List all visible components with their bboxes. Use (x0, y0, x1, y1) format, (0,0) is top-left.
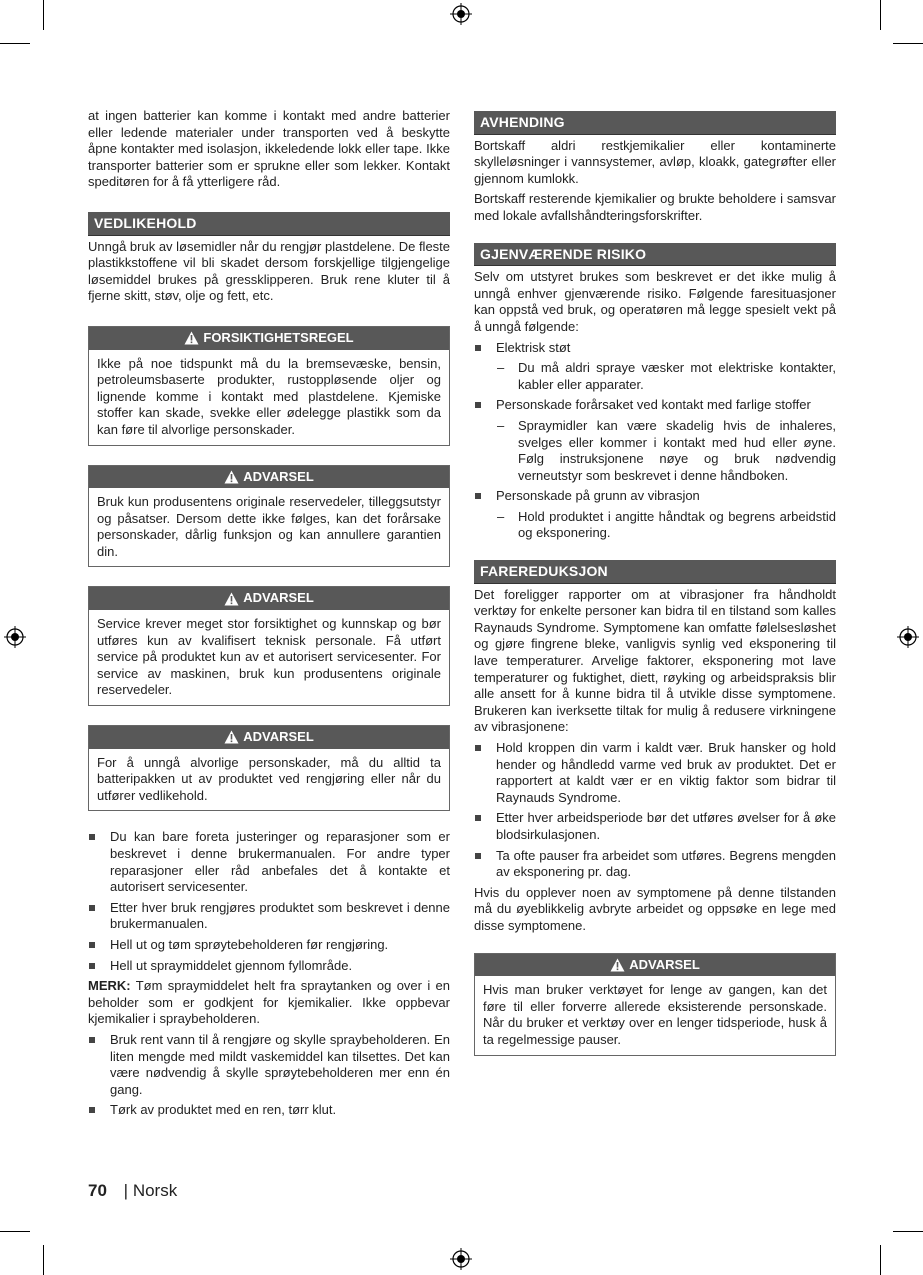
caution-text: Ikke på noe tidspunkt må du la bremsevæske, bensin, petroleumsbaserte produkter, rustoppløsende oljer og lignende komme i kontakt med plastdelene. Kjemiske stoffer kan skade, svekke eller ødelegge plastikk som da kan føre til alvorlige personskader. (97, 355, 441, 437)
registration-mark-icon (450, 1248, 472, 1270)
warning-header (475, 954, 835, 977)
warning-text: Service krever meget stor forsiktighet og kunnskap og bør utføres kun av kvalifisert teknisk personale. Få utført service på produktet kun av et autorisert servicesenter. For service av maskinen, bruk kun produsentens originale reservedeler. (97, 616, 441, 698)
registration-mark-icon (450, 3, 472, 25)
warning-header (89, 726, 449, 749)
risk-label: Personskade på grunn av vibrasjon (496, 488, 700, 504)
list-subitem: – Du må aldri spraye væsker mot elektriske kontakter, kabler eller apparater. (496, 360, 836, 393)
hazard-reduction-heading: FAREREDUKSJON (474, 560, 836, 584)
warning-header (89, 587, 449, 610)
page-footer (88, 1181, 177, 1201)
warning-text: For å unngå alvorlige personskader, må du alltid ta batteripakken ut av produktet ved rengjøring eller når du utfører vedlikehold. (97, 754, 441, 803)
closing-paragraph: Hvis du opplever noen av symptomene på denne tilstanden må du øyeblikkelig avbryte arbeidet og oppsøke en lege med disse symptomene. (474, 884, 836, 933)
list-item: Etter hver arbeidsperiode bør det utføres øvelser for å øke blodsirkulasjonen. (474, 810, 836, 843)
warning-title: ADVARSEL (243, 468, 314, 484)
list-item (474, 397, 836, 484)
list-item: Hell ut spraymiddelet gjennom fyllområde. (88, 958, 450, 975)
note-text: Tøm spraymiddelet helt fra spraytanken og over i en beholder som er godkjent for kjemikalier. Ikke oppbevar kjemikalier i spraybeholderen. (88, 978, 450, 1027)
reduction-list (474, 740, 836, 881)
warning-triangle-icon (610, 958, 625, 972)
intro-paragraph: at ingen batterier kan komme i kontakt med andre batterier eller ledende materialer under transporten ved å beskytte åpne kontakter med isolasjon, ikkeledende lokk eller tape. Ikke transporter batterier som er sprukne eller som lekker. Kontakt speditøren for å få ytterligere råd. (88, 108, 450, 190)
registration-mark-icon (4, 626, 26, 648)
right-column (474, 111, 836, 1056)
disposal-paragraph: Bortskaff aldri restkjemikalier eller kontaminerte skylleløsninger i vannsystemer, avløp, kloakk, gategrøfter eller gjennom kumlokk. (474, 137, 836, 186)
residual-risk-intro: Selv om utstyret brukes som beskrevet er det ikke mulig å unngå enhver gjenværende risiko. Følgende faresituasjoner kan oppstå ved bruk, og operatøren må legge spesielt vekt på å unngå følgende: (474, 269, 836, 334)
risk-label: Personskade forårsaket ved kontakt med farlige stoffer (496, 397, 811, 413)
footer-separator: | (123, 1181, 129, 1200)
warning-box (88, 465, 450, 568)
crop-mark (880, 1245, 881, 1275)
risk-label: Elektrisk støt (496, 339, 571, 355)
note-label: MERK: (88, 978, 131, 994)
warning-box (88, 725, 450, 811)
crop-mark (893, 1231, 923, 1232)
list-item: Hell ut og tøm sprøytebeholderen før rengjøring. (88, 937, 450, 954)
left-column (88, 108, 450, 1123)
warning-text: Hvis man bruker verktøyet for lenge av gangen, kan det føre til eller forverre allerede eksisterende personskade. Når du bruker et verktøy over en lenger tidsperiode, husk å ta regelmessige pauser. (483, 982, 827, 1047)
warning-triangle-icon (224, 470, 239, 484)
caution-title: FORSIKTIGHETSREGEL (203, 329, 354, 345)
warning-title: ADVARSEL (243, 729, 314, 745)
risk-sublist (496, 360, 836, 393)
list-item: Tørk av produktet med en ren, tørr klut. (88, 1102, 450, 1119)
warning-text: Bruk kun produsentens originale reservedeler, tilleggsutstyr og påsatser. Dersom dette ikke følges, kan det forårsake personskader, dårlig funksjon og kan annullere garantien din. (97, 494, 441, 559)
warning-box (88, 586, 450, 706)
list-item (474, 488, 836, 542)
warning-triangle-icon (184, 331, 199, 345)
warning-triangle-icon (224, 730, 239, 744)
warning-title: ADVARSEL (243, 590, 314, 606)
crop-mark (0, 43, 30, 44)
list-item: Du kan bare foreta justeringer og reparasjoner som er beskrevet i denne brukermanualen. For andre typer reparasjoner eller råd anbefales det å kontakte et autorisert servicesenter. (88, 829, 450, 895)
residual-risk-heading: GJENVÆRENDE RISIKO (474, 243, 836, 267)
note-paragraph (88, 978, 450, 1028)
warning-header (89, 466, 449, 489)
warning-box (474, 953, 836, 1056)
registration-mark-icon (897, 626, 919, 648)
list-item: Bruk rent vann til å rengjøre og skylle spraybeholderen. En liten mengde med mildt vaskemiddel kan tilsettes. Det kan være nødvendig å skylle sprøytebeholderen mer enn én gang. (88, 1032, 450, 1098)
maintenance-paragraph: Unngå bruk av løsemidler når du rengjør plastdelene. De fleste plastikkstoffene vil bli skadet dersom forskjellige tilgjengelige løsemiddel brukes på gressklipperen. Bruk rene kluter til å fjerne skitt, støv, olje og fett, etc. (88, 238, 451, 304)
caution-header (89, 327, 449, 350)
list-item: Ta ofte pauser fra arbeidet som utføres. Begrens mengden av eksponering pr. dag. (474, 848, 836, 881)
page-number: 70 (88, 1181, 107, 1200)
crop-mark (43, 0, 44, 30)
crop-mark (880, 0, 881, 30)
risk-list (474, 340, 836, 543)
risk-sublist (496, 418, 836, 484)
list-item: Hold kroppen din varm i kaldt vær. Bruk hansker og hold hender og håndledd varme ved bruk av produktet. Det er rapportert at kaldt vær er en viktig faktor som bidrar til Raynauds Syndrome. (474, 740, 836, 806)
crop-mark (893, 43, 923, 44)
disposal-heading: AVHENDING (474, 111, 836, 135)
list-subitem: – Hold produktet i angitte håndtak og begrens arbeidstid og eksponering. (496, 509, 836, 542)
maintenance-list (88, 829, 450, 974)
list-item (474, 340, 836, 394)
crop-mark (0, 1231, 30, 1232)
list-subitem: – Spraymidler kan være skadelig hvis de inhaleres, svelges eller kommer i kontakt med hud eller øyne. Følg instruksjonene nøye og bruk nødvendig verneutstyr som beskrevet i denne håndboken. (496, 418, 836, 484)
cleaning-list (88, 1032, 450, 1119)
warning-title: ADVARSEL (629, 956, 700, 972)
risk-sublist (496, 509, 836, 542)
disposal-paragraph: Bortskaff resterende kjemikalier og brukte beholdere i samsvar med lokale avfallshåndteringsforskrifter. (474, 191, 836, 223)
crop-mark (43, 1245, 44, 1275)
hazard-reduction-paragraph: Det foreligger rapporter om at vibrasjoner fra håndholdt verktøy for enkelte personer kan bidra til en tilstand som kalles Raynauds Syndrome. Symptomene kan omfatte følelsesløshet og gjøre fingrene bleke, vanligvis synlig ved eksponering til lave temperaturer. Arvelige faktorer, eksponering mot lave temperaturer og fuktighet, diett, røyking og arbeidspraksis blir alle ansett for å kunne bidra til å utvikle disse symptomene. Brukeren kan iverksette tiltak for mulig å redusere virkningene av vibrasjonene: (474, 586, 836, 735)
maintenance-heading: VEDLIKEHOLD (88, 212, 450, 236)
list-item: Etter hver bruk rengjøres produktet som beskrevet i denne brukermanualen. (88, 900, 450, 933)
caution-box (88, 326, 450, 446)
warning-triangle-icon (224, 592, 239, 606)
footer-language: Norsk (132, 1181, 178, 1200)
